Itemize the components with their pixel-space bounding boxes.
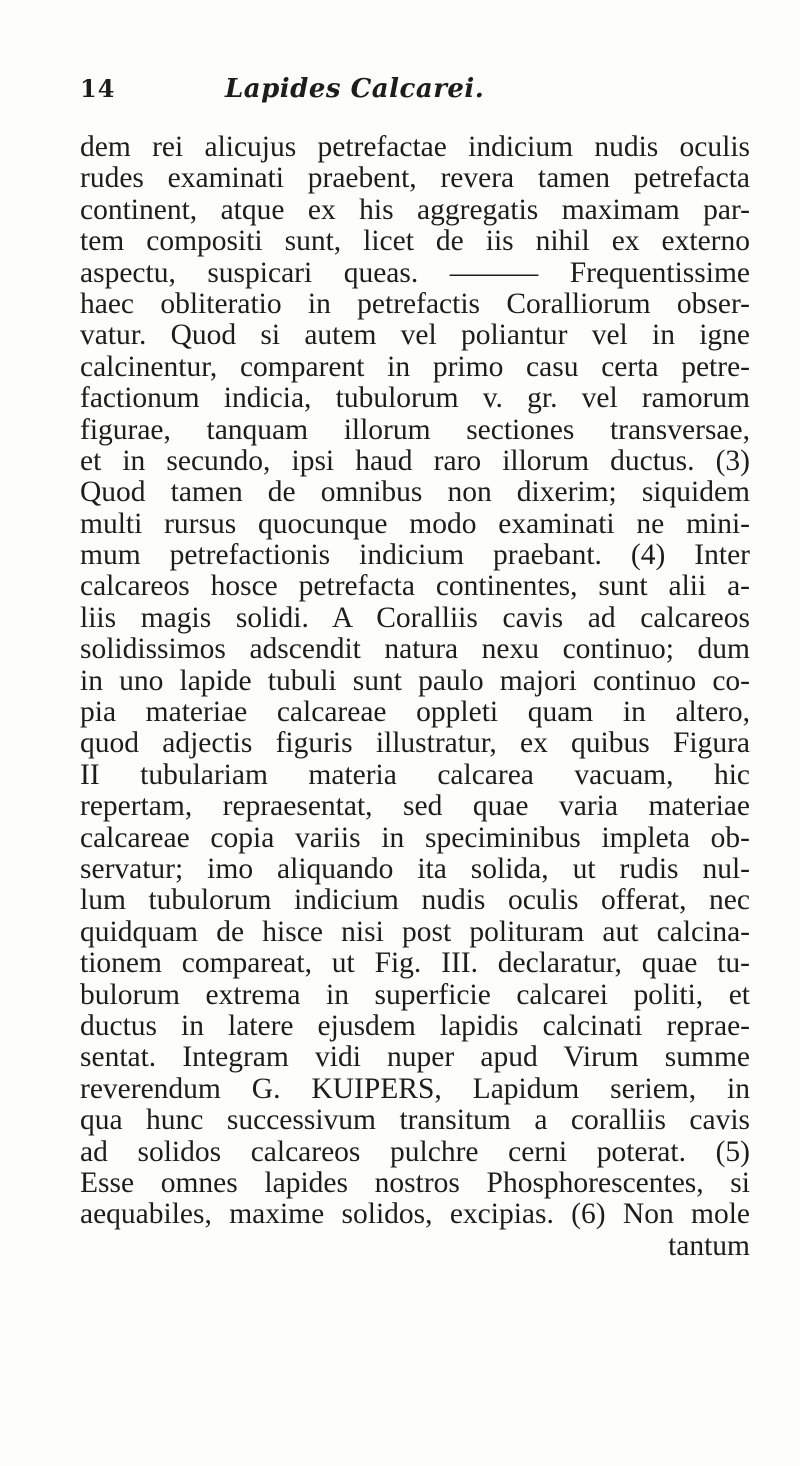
text-line: tem compositi sunt, licet de iis nihil ex externo [80,225,750,258]
text-line: reverendum G. KUIPERS, Lapidum seriem, in [80,1072,750,1105]
text-line: qua hunc successivum transitum a coralliis cavis [80,1104,750,1137]
running-title: Lapides Calcarei. [225,74,485,104]
text-line: continent, atque ex his aggregatis maximam par- [80,193,750,226]
text-line: ad solidos calcareos pulchre cerni poterat. (5) [80,1135,750,1168]
body-text [80,132,750,1262]
text-line: calcareae copia variis in speciminibus impleta ob- [80,821,750,854]
text-line: Esse omnes lapides nostros Phosphorescentes, si [80,1166,750,1199]
text-line: lum tubulorum indicium nudis oculis offerat, nec [80,884,750,917]
text-line: factionum indicia, tubulorum v. gr. vel ramorum [80,382,750,415]
text-line: sentat. Integram vidi nuper apud Virum summe [80,1041,750,1074]
text-line: rudes examinati praebent, revera tamen petrefacta [80,162,750,195]
text-line: tionem compareat, ut Fig. III. declaratur, quae tu- [80,947,750,980]
page-number: 14 [80,74,116,103]
text-line: liis magis solidi. A Coralliis cavis ad calcareos [80,601,750,634]
text-line: calcinentur, comparent in primo casu certa petre- [80,350,750,383]
text-line: II tubulariam materia calcarea vacuam, hic [80,758,750,791]
text-line: multi rursus quocunque modo examinati ne mini- [80,507,750,540]
text-line: figurae, tanquam illorum sectiones transversae, [80,413,750,446]
page-header [80,74,740,114]
text-line: aequabiles, maxime solidos, excipias. (6) Non mole [80,1198,750,1231]
text-line: pia materiae calcareae oppleti quam in altero, [80,696,750,729]
text-line: et in secundo, ipsi haud raro illorum ductus. (3) [80,444,750,477]
text-line: calcareos hosce petrefacta continentes, sunt alii a- [80,570,750,603]
text-line: vatur. Quod si autem vel poliantur vel in igne [80,319,750,352]
text-line: dem rei alicujus petrefactae indicium nudis oculis [80,131,750,163]
text-line: haec obliteratio in petrefactis Coralliorum obser- [80,287,750,320]
text-line: quod adjectis figuris illustratur, ex quibus Figura [80,727,750,760]
text-line: solidissimos adscendit natura nexu continuo; dum [80,633,750,666]
text-line: aspectu, suspicari queas. ——— Frequentissime [80,256,750,289]
catchword: tantum [668,1229,750,1262]
text-line: mum petrefactionis indicium praebant. (4) Inter [80,539,750,572]
text-line: bulorum extrema in superficie calcarei politi, et [80,978,750,1011]
text-line: repertam, repraesentat, sed quae varia materiae [80,790,750,823]
text-line: quidquam de hisce nisi post polituram aut calcina- [80,915,750,948]
text-line: servatur; imo aliquando ita solida, ut rudis nul- [80,852,750,885]
text-line: ductus in latere ejusdem lapidis calcinati reprae- [80,1009,750,1042]
text-line: Quod tamen de omnibus non dixerim; siquidem [80,476,750,509]
text-line: in uno lapide tubuli sunt paulo majori continuo co- [80,664,750,697]
